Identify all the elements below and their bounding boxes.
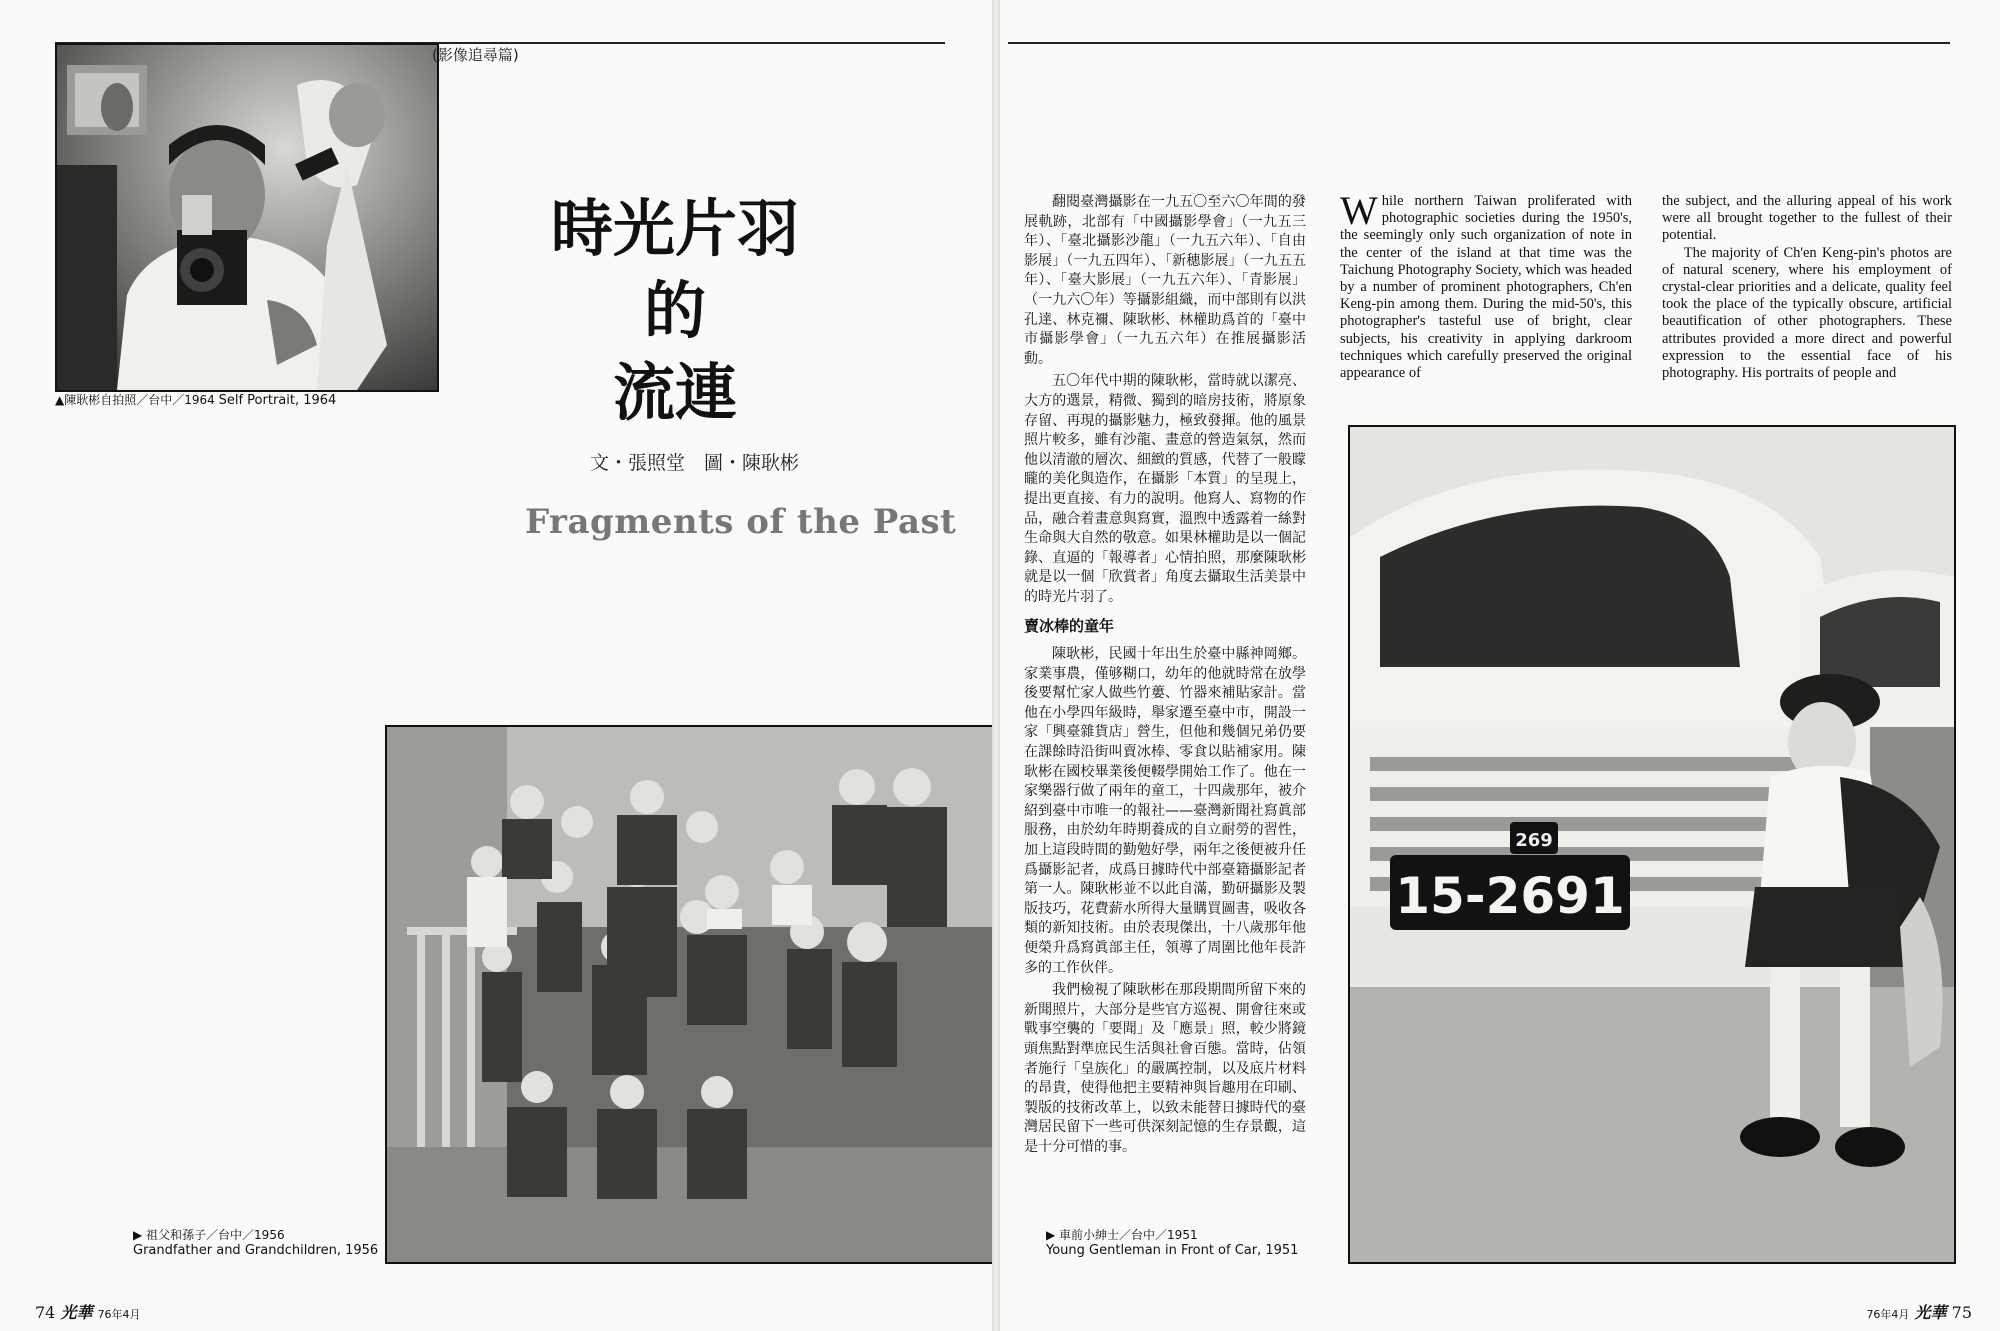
title-en: Fragments of the Past xyxy=(525,502,957,542)
author-credit: 文・張照堂 圖・陳耿彬 xyxy=(590,452,800,474)
title-zh xyxy=(545,188,805,434)
self-portrait-caption-zh: ▲陳耿彬自拍照／台中／1964 xyxy=(55,393,215,407)
gentleman-caption xyxy=(1046,1227,1298,1259)
article-en-paragraph-1 xyxy=(1340,188,1632,382)
article-zh-paragraph-4: 我們檢視了陳耿彬在那段期間所留下來的新聞照片，大部分是些官方巡視、開會往來或戰事空襲的「要聞」及「應景」照，較少將鏡頭焦點對準庶民生活與社會百態。當時，佔領者施行「皇族化」的嚴厲控制，以及底片材料的昂貴，使得他把主要精神與旨趣用在印刷、製版的技術改革上，以致未能替日據時代的臺灣居民留下一些可供深刻記憶的生存景觀，這是十分可惜的事。 xyxy=(1024,982,1306,1155)
article-zh-paragraph-1: 翻閱臺灣攝影在一九五〇至六〇年間的發展軌跡，北部有「中國攝影學會」（一九五三年）、「臺北攝影沙龍」（一九五六年）、「自由影展」（一九五四年）、「新穗影展」（一九五五年）、「臺大影展」（一九五六年）、「青影展」（一九六〇年）等攝影組織，而中部則有以洪孔達、林克禰、陳耿彬、林權助爲首的「臺中市攝影學會」（一九五六年）在推展攝影活動。 xyxy=(1024,194,1306,367)
grandfather-caption-zh: ▶ 祖父和孫子／台中／1956 xyxy=(133,1228,285,1242)
title-zh-line-2: 的 xyxy=(643,274,706,347)
grandfather-caption xyxy=(133,1227,378,1259)
self-portrait-caption-en: Self Portrait, 1964 xyxy=(218,393,337,408)
article-zh-paragraph-2: 五〇年代中期的陳耿彬，當時就以潔亮、大方的選景，精微、獨到的暗房技術，將原象存留、再現的攝影魅力，極致發揮。他的風景照片較多，雖有沙龍、畫意的營造氣氛，然而他以清澈的層次、細緻的質感，代替了一般矇矓的美化與造作，在攝影「本質」的呈現上，提出更直接、有力的說明。他寫人、寫物的作品，融合着畫意與寫實，溫煦中透露着一絲對生命與大自然的敬意。如果林權助是以一個記錄、直逼的「報導者」心情拍照，那麼陳耿彬就是以一個「欣賞者」角度去攝取生活美景中的時光片羽了。 xyxy=(1024,373,1306,605)
dropcap: W xyxy=(1340,188,1378,233)
article-en-column-2 xyxy=(1662,193,1952,382)
title-zh-line-3: 流連 xyxy=(612,356,737,429)
gutter xyxy=(992,0,1000,1331)
gentleman-caption-zh: ▶ 車前小紳士／台中／1951 xyxy=(1046,1228,1198,1242)
folio-left-magazine: 光華 xyxy=(60,1303,93,1322)
self-portrait-image xyxy=(57,45,437,390)
article-zh-column xyxy=(1024,193,1306,1161)
left-page xyxy=(0,0,992,1331)
self-portrait-photo xyxy=(55,43,439,392)
gentleman-caption-en: Young Gentleman in Front of Car, 1951 xyxy=(1046,1243,1299,1258)
title-zh-line-1: 時光片羽 xyxy=(550,192,799,265)
grandfather-image xyxy=(387,727,992,1262)
article-zh-paragraph-3: 陳耿彬，民國十年出生於臺中縣神岡鄉。家業事農，僅够糊口，幼年的他就時常在放學後要幫忙家人做些竹蔞、竹器來補貼家計。當他在小學四年級時，舉家遷至臺中市，開設一家「興臺雜貨店」營生，但他和幾個兄弟仍要在課餘時沿街叫賣冰棒、零食以貼補家用。陳耿彬在國校畢業後便輟學開始工作了。他在一家樂器行做了兩年的童工，十四歲那年，被介紹到臺中市唯一的報社——臺灣新聞社寫眞部服務，由於幼年時期養成的自立耐勞的習性，加上這段時間的勤勉好學，兩年之後便被升任爲攝影記者，成爲日據時代中部臺籍攝影記者第一人。陳耿彬並不以此自滿，勤研攝影及製版技巧，花費薪水所得大量購買圖書，吸收各類的新知技術。由於表現傑出，十八歲那年他便榮升爲寫眞部主任，領導了周圍比他年長許多的工作伙伴。 xyxy=(1024,646,1306,976)
folio-right xyxy=(1866,1300,1972,1323)
folio-left xyxy=(35,1300,141,1323)
grandfather-caption-en: Grandfather and Grandchildren, 1956 xyxy=(133,1243,379,1258)
right-page xyxy=(1000,0,2000,1331)
grandfather-photo xyxy=(385,725,992,1264)
article-en-column-1 xyxy=(1340,188,1632,382)
article-zh-heading: 賣冰棒的童年 xyxy=(1024,617,1115,636)
article-en-paragraph-1-text: hile northern Taiwan proliferated with photographic societies during the 1950's, the seemingly only such organization of note in the center of the island at that time was the Taichung Photography Society, which was headed by a number of prominent photographers, Ch'en Keng-pin among them. During the mid-50's, this photographer's tasteful use of bright, clear subjects, his creativity in applying darkroom techniques which carefully preserved the original appearance of xyxy=(1340,193,1632,382)
folio-left-page: 74 xyxy=(35,1303,56,1322)
article-en-paragraph-2: The majority of Ch'en Keng-pin's photos are of natural scenery, where his employment of crystal-clear priorities and a delicate, quality feel took the place of the typically obscure, artificial beautification of other photographers. These attributes provided a more direct and powerful expression to the essential face of his photography. His portraits of people and xyxy=(1662,244,1952,382)
folio-right-magazine: 光華 xyxy=(1914,1303,1947,1322)
gentleman-photo xyxy=(1348,425,1956,1264)
self-portrait-caption xyxy=(55,392,336,409)
folio-left-date: 76年4月 xyxy=(97,1308,141,1321)
section-tag: (影像追尋篇) xyxy=(432,46,519,64)
folio-right-date: 76年4月 xyxy=(1866,1308,1910,1321)
top-rule-right xyxy=(1008,42,1950,44)
license-plate-text: 15-2691 xyxy=(1395,867,1625,925)
folio-right-page: 75 xyxy=(1951,1303,1972,1322)
plate-small-text: 269 xyxy=(1515,830,1553,851)
gentleman-image xyxy=(1350,427,1954,1262)
article-en-paragraph-1-continued: the subject, and the alluring appeal of his work were all brought together to the fullest of their potential. xyxy=(1662,193,1952,244)
